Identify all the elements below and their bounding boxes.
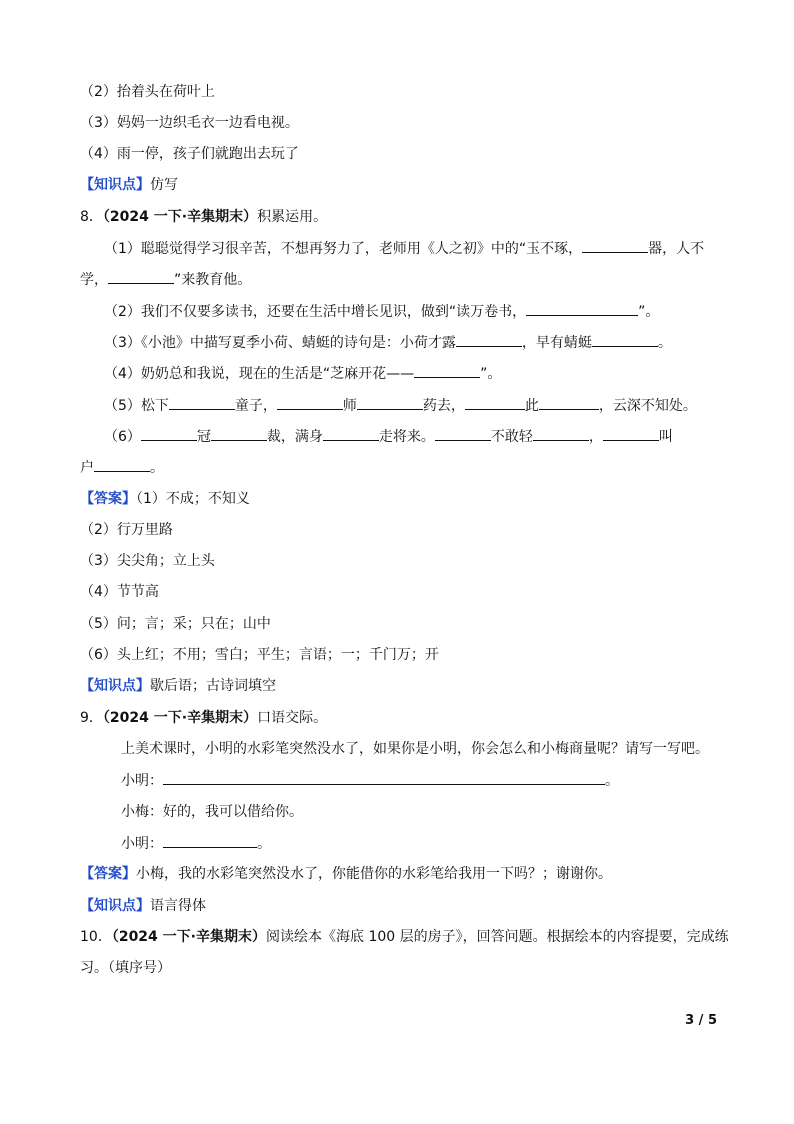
answer-blank[interactable] <box>163 833 257 848</box>
q10-text-2: 习。（填序号） <box>80 960 171 976</box>
blank[interactable] <box>357 395 423 410</box>
blank[interactable] <box>414 363 480 378</box>
blank[interactable] <box>592 332 658 347</box>
q8-sub6-line2: 户 。 <box>80 457 164 478</box>
page-number: 3 / 5 <box>685 1013 717 1028</box>
q8-answer-3: （3）尖尖角；立上头 <box>80 553 215 569</box>
blank[interactable] <box>277 395 343 410</box>
blank[interactable] <box>603 426 659 441</box>
answer-line-4: （4）雨一停，孩子们就跑出去玩了 <box>80 146 299 162</box>
blank[interactable] <box>465 395 525 410</box>
blank[interactable] <box>94 457 150 472</box>
q8-answer-6: （6）头上红；不用；雪白；平生；言语；一；千门万；开 <box>80 647 439 663</box>
q8-heading: 8．（2024 一下·辛集期末）积累运用。 <box>80 209 328 225</box>
blank[interactable] <box>141 426 197 441</box>
blank[interactable] <box>435 426 491 441</box>
q9-answer: 【答案】小梅，我的水彩笔突然没水了，你能借你的水彩笔给我用一下吗？；谢谢你。 <box>80 866 612 882</box>
q8-sub1-line1: （1）聪聪觉得学习很辛苦，不想再努力了，老师用《人之初》中的“玉不琢， 器，人不 <box>104 238 704 259</box>
q8-sub3: （3）《小池》中描写夏季小荷、蜻蜓的诗句是：小荷才露 ，早有蜻蜓 。 <box>104 332 672 353</box>
q9-dialog-3: 小明： 。 <box>121 833 271 854</box>
q8-sub5: （5）松下 童子， 师 药去， 此 ，云深不知处。 <box>104 395 697 416</box>
blank[interactable] <box>533 426 589 441</box>
answer-blank[interactable] <box>163 770 605 785</box>
q8-knowledge-point: 【知识点】歇后语；古诗词填空 <box>80 678 276 694</box>
q8-answer-2: （2）行万里路 <box>80 522 173 538</box>
q9-heading: 9．（2024 一下·辛集期末）口语交际。 <box>80 710 328 726</box>
blank[interactable] <box>456 332 522 347</box>
q9-dialog-2: 小梅：好的，我可以借给你。 <box>121 804 303 820</box>
blank[interactable] <box>169 395 235 410</box>
blank[interactable] <box>526 301 638 316</box>
q8-answer-5: （5）问；言；采；只在；山中 <box>80 616 271 632</box>
q7-knowledge-point: 【知识点】仿写 <box>80 177 178 193</box>
q8-sub4: （4）奶奶总和我说，现在的生活是“芝麻开花—— ”。 <box>104 363 501 384</box>
blank[interactable] <box>323 426 379 441</box>
q8-sub2: （2）我们不仅要多读书，还要在生活中增长见识，做到“读万卷书， ”。 <box>104 301 659 322</box>
answer-line-3: （3）妈妈一边织毛衣一边看电视。 <box>80 115 299 131</box>
q8-sub6-line1: （6） 冠 裁，满身 走将来。 不敢轻 ， 叫 <box>104 426 673 447</box>
q9-dialog-1: 小明： 。 <box>121 770 619 791</box>
q9-prompt: 上美术课时，小明的水彩笔突然没水了，如果你是小明，你会怎么和小梅商量呢？请写一写吧。 <box>121 741 709 757</box>
q10-heading: 10．（2024 一下·辛集期末）阅读绘本《海底 100 层的房子》，回答问题。根据绘本的内容提要，完成练 <box>80 929 729 945</box>
answer-line-2: （2）抬着头在荷叶上 <box>80 84 215 100</box>
q8-answer: 【答案】（1）不成；不知义 <box>80 491 250 507</box>
blank[interactable] <box>539 395 599 410</box>
blank[interactable] <box>108 269 174 284</box>
blank[interactable] <box>211 426 267 441</box>
blank[interactable] <box>582 238 648 253</box>
q9-knowledge-point: 【知识点】语言得体 <box>80 898 206 914</box>
q8-answer-4: （4）节节高 <box>80 584 159 600</box>
q8-sub1-line2: 学， ”来教育他。 <box>80 269 251 290</box>
